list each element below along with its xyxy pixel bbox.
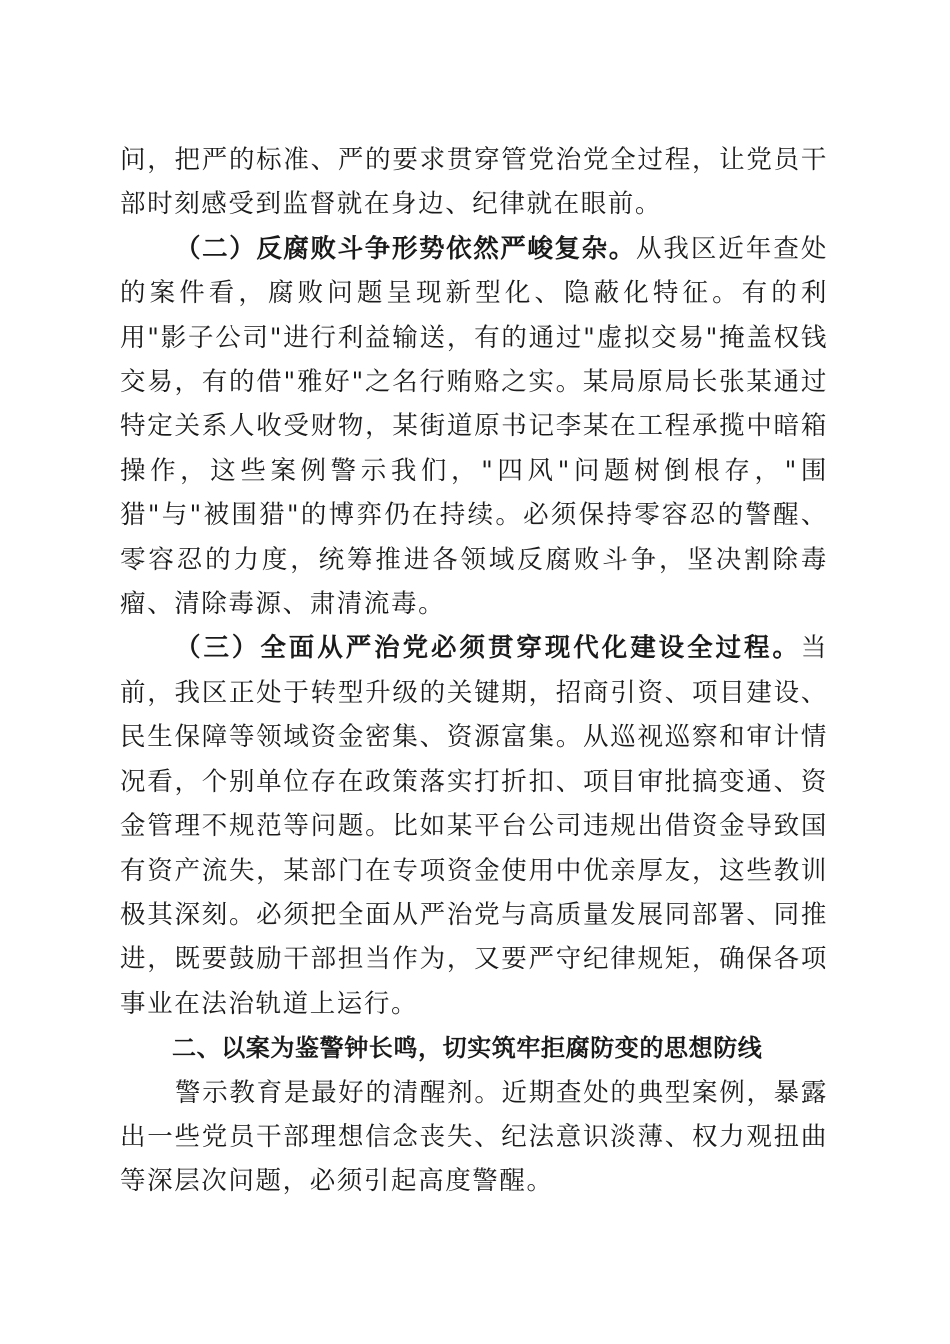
paragraph-3-lead: （三）全面从严治党必须贯穿现代化建设全过程。 <box>175 633 801 664</box>
paragraph-anticorruption-situation <box>120 227 828 627</box>
paragraph-2-lead: （二）反腐败斗争形势依然严峻复杂。 <box>175 233 636 264</box>
paragraph-3-body: 当前，我区正处于转型升级的关键期，招商引资、项目建设、民生保障等领域资金密集、资源富集。从巡视巡察和审计情况看，个别单位存在政策落实打折扣、项目审批搞变通、资金管理不规范等问题。比如某平台公司违规出借资金导致国有资产流失，某部门在专项资金使用中优亲厚友，这些教训极其深刻。必须把全面从严治党与高质量发展同部署、同推进，既要鼓励干部担当作为，又要严守纪律规矩，确保各项事业在法治轨道上运行。 <box>120 633 828 1019</box>
section-heading: 二、以案为鉴警钟长鸣，切实筑牢拒腐防变的思想防线 <box>172 1034 763 1063</box>
paragraph-party-governance <box>120 626 828 1026</box>
section-intro-paragraph: 警示教育是最好的清醒剂。近期查处的典型案例，暴露出一些党员干部理想信念丧失、纪法意识淡薄、权力观扭曲等深层次问题，必须引起高度警醒。 <box>120 1077 828 1197</box>
paragraph-2-body: 从我区近年查处的案件看，腐败问题呈现新型化、隐蔽化特征。有的利用"影子公司"进行利益输送，有的通过"虚拟交易"掩盖权钱交易，有的借"雅好"之名行贿赂之实。某局原局长张某通过特定关系人收受财物，某街道原书记李某在工程承揽中暗箱操作，这些案例警示我们，"四风"问题树倒根存，"围猎"与"被围猎"的博弈仍在持续。必须保持零容忍的警醒、零容忍的力度，统筹推进各领域反腐败斗争，坚决割除毒瘤、清除毒源、肃清流毒。 <box>120 233 828 620</box>
paragraph-1-body: 问，把严的标准、严的要求贯穿管党治党全过程，让党员干部时刻感受到监督就在身边、纪律就在眼前。 <box>120 145 828 220</box>
paragraph-continued <box>120 138 828 227</box>
document-page <box>120 138 828 1204</box>
